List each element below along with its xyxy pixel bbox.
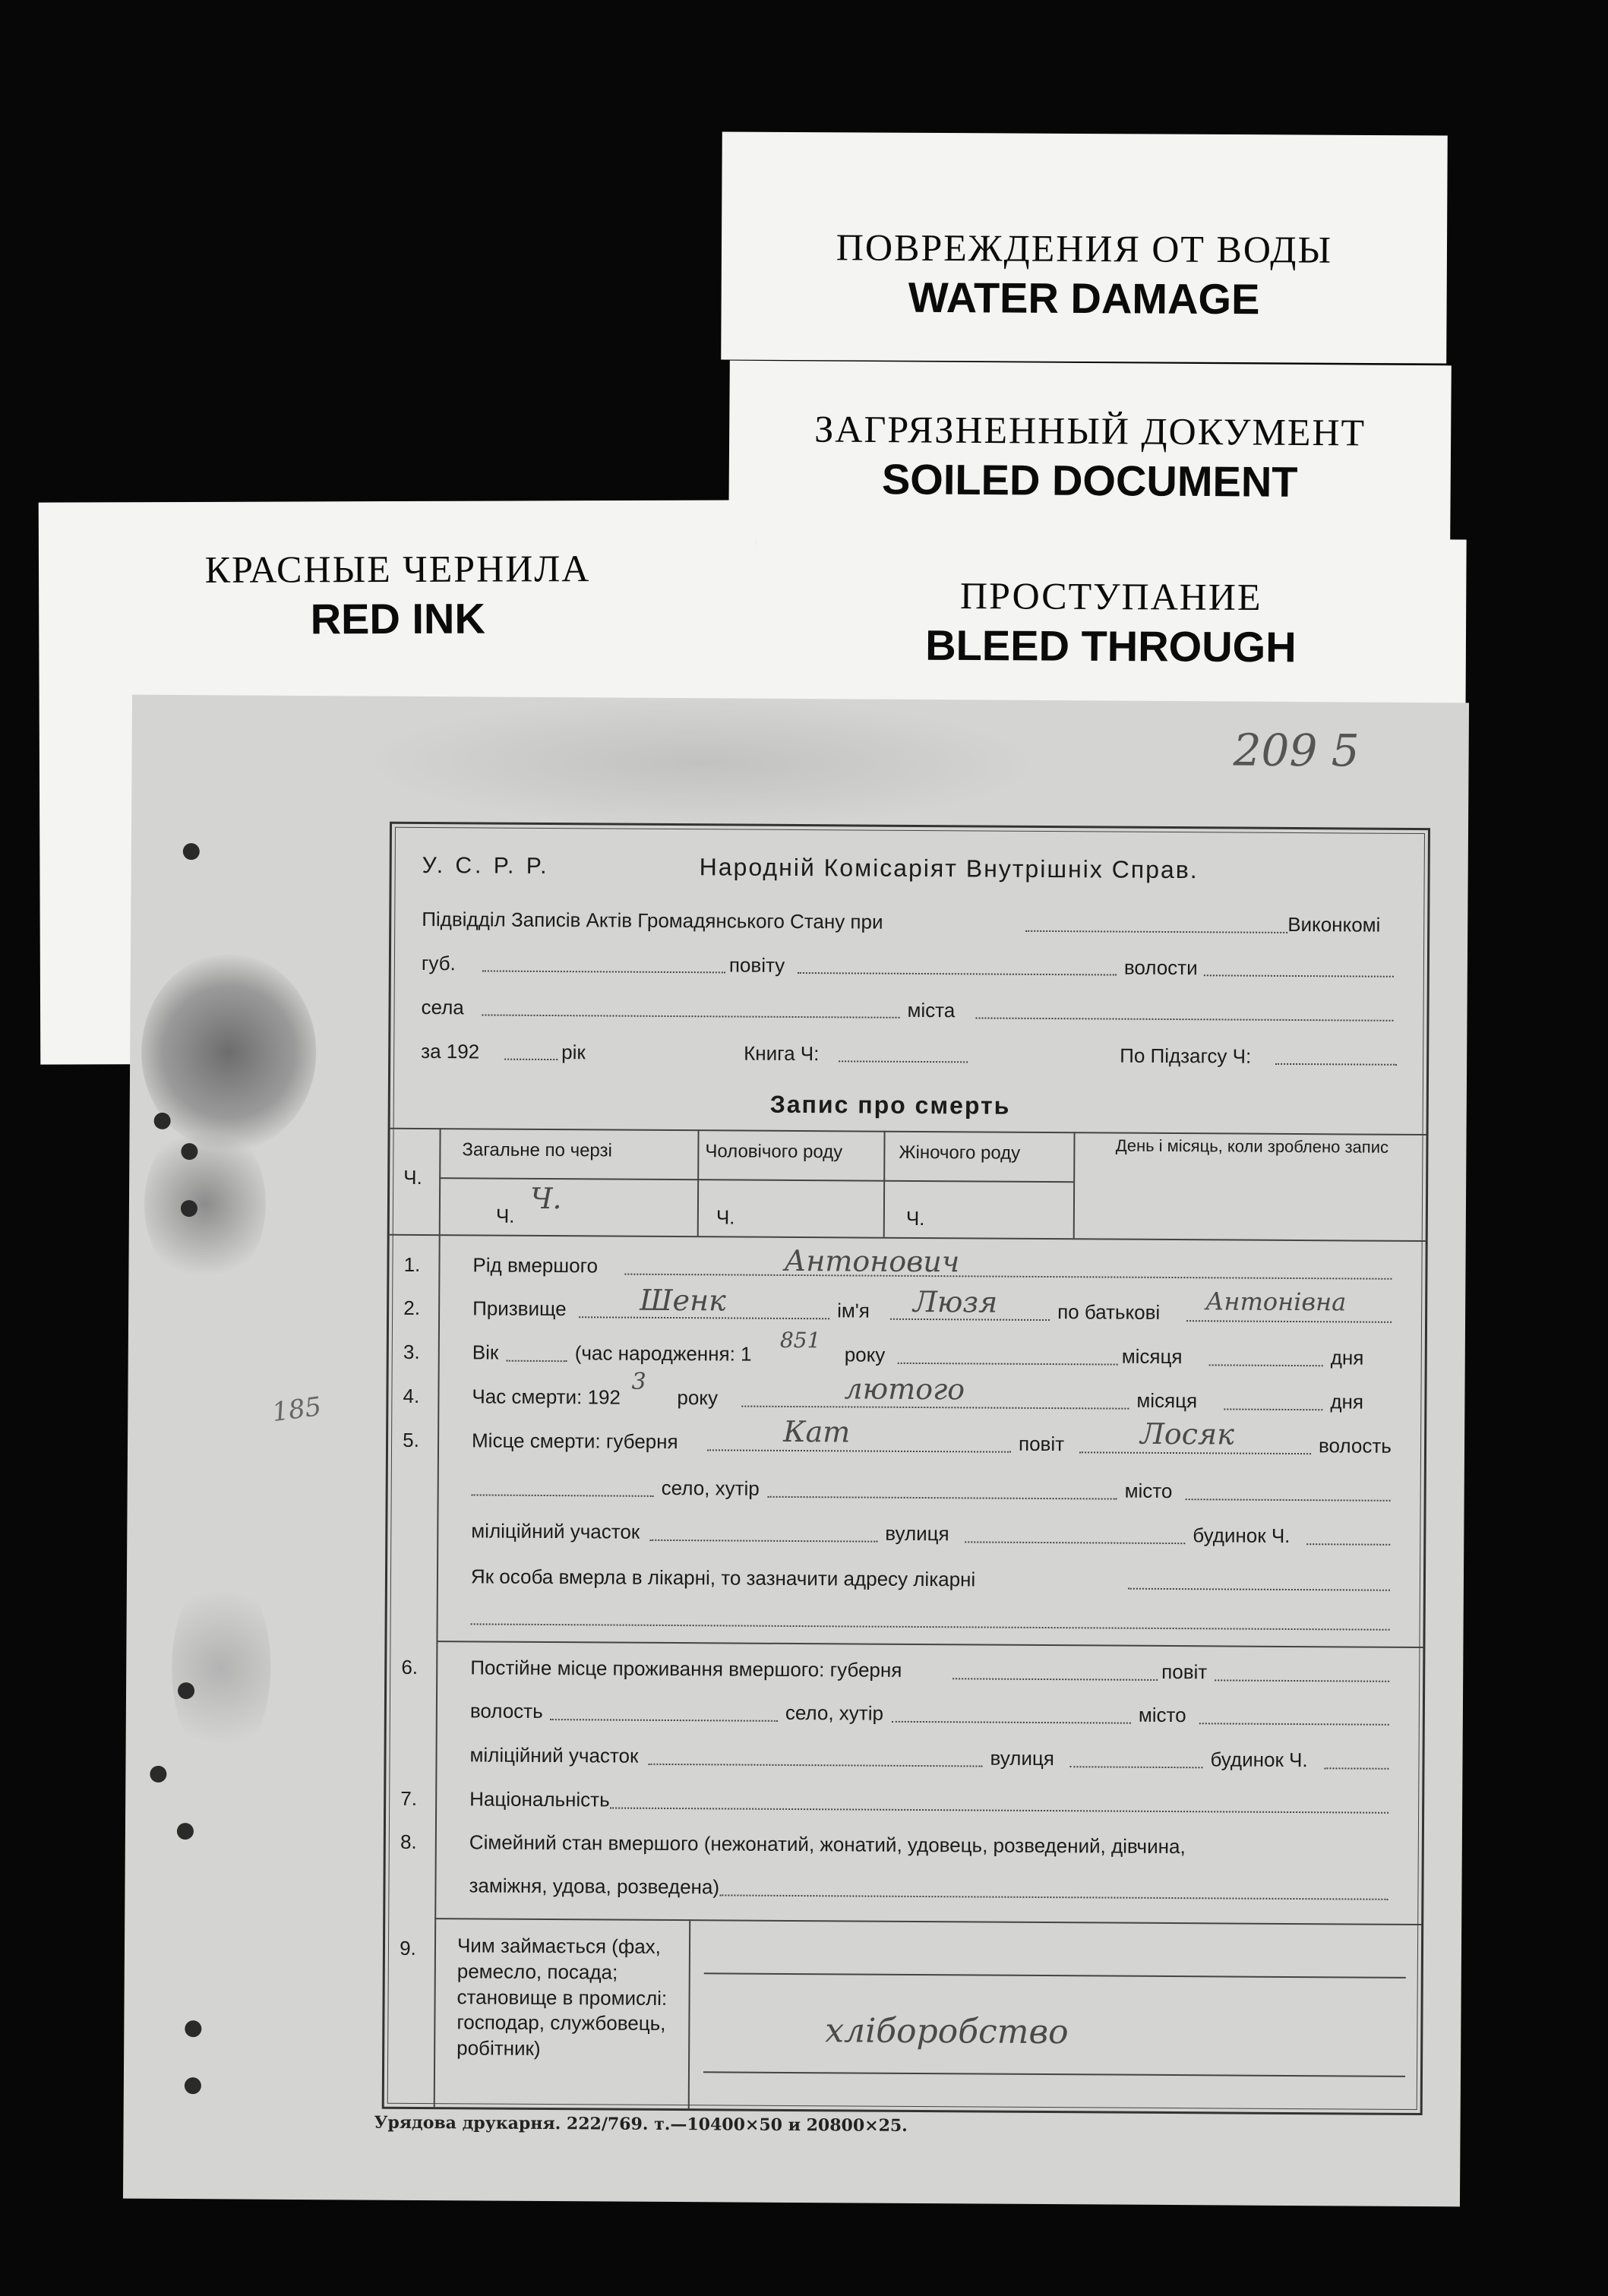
province-label: губ. bbox=[421, 951, 456, 975]
item-number: 2. bbox=[403, 1296, 421, 1319]
death-place-label: Місце смерти: губерня bbox=[471, 1429, 678, 1454]
day-label-4: дня bbox=[1330, 1390, 1364, 1413]
red-ink-ru: КРАСНЫЕ ЧЕРНИЛА bbox=[204, 547, 591, 591]
table-ch-header: Ч. bbox=[403, 1165, 422, 1189]
village-hamlet-label-6: село, хутір bbox=[785, 1701, 884, 1725]
bleed-through-en: BLEED THROUGH bbox=[925, 621, 1297, 671]
nationality-label: Національність bbox=[469, 1787, 610, 1811]
margin-note: 185 bbox=[270, 1391, 324, 1429]
marital-status-label: Сімейний стан вмершого (нежонатий, жонатий, удовець, розведений, дівчина, bbox=[469, 1830, 1186, 1859]
birth-time-label: (час народження: 1 bbox=[574, 1341, 752, 1366]
item-origin-label: Рід вмершого bbox=[472, 1253, 599, 1277]
name-label: ім'я bbox=[837, 1299, 870, 1322]
item-number: 8. bbox=[400, 1830, 417, 1853]
volost-label-6: волость bbox=[469, 1699, 543, 1723]
surname-label: Призвище bbox=[472, 1296, 567, 1321]
handwritten-name: Люзя bbox=[913, 1284, 998, 1319]
age-label: Вік bbox=[472, 1341, 499, 1364]
water-damage-ru: ПОВРЕЖДЕНИЯ ОТ ВОДЫ bbox=[836, 226, 1333, 271]
year-suffix-label: рік bbox=[561, 1041, 586, 1064]
table-male-header: Чоловічого роду bbox=[705, 1141, 843, 1163]
handwritten-death-year: 3 bbox=[631, 1368, 646, 1395]
binding-hole bbox=[154, 1113, 171, 1129]
executive-committee-label: Виконкомі bbox=[1287, 912, 1381, 936]
binding-hole bbox=[183, 843, 200, 860]
water-damage-tag bbox=[721, 132, 1448, 364]
house-number-label-6: будинок Ч. bbox=[1210, 1748, 1308, 1772]
handwritten-death-month: лютого bbox=[844, 1372, 965, 1407]
village-label: села bbox=[421, 995, 464, 1019]
handwritten-surname: Шенк bbox=[640, 1283, 726, 1318]
volost-label: волости bbox=[1123, 955, 1198, 980]
volost-label-5: волость bbox=[1318, 1434, 1392, 1458]
header-commissariat: Народній Комісаріят Внутрішніх Справ. bbox=[699, 853, 1199, 884]
street-label-6: вулиця bbox=[990, 1746, 1054, 1770]
table-cell-ch: Ч. bbox=[716, 1205, 735, 1229]
day-label-3: дня bbox=[1330, 1346, 1364, 1369]
header-ussr: У. С. Р. Р. bbox=[422, 852, 550, 880]
binding-hole bbox=[177, 1823, 194, 1840]
binding-hole bbox=[178, 1682, 194, 1699]
item-number: 9. bbox=[400, 1936, 416, 1960]
house-number-label-5: будинок Ч. bbox=[1193, 1524, 1291, 1547]
town-label: міста bbox=[907, 998, 956, 1022]
month-label-4: місяця bbox=[1136, 1388, 1198, 1413]
town-label-5: місто bbox=[1124, 1479, 1173, 1503]
soiled-document-ru: ЗАГРЯЗНЕННЫЙ ДОКУМЕНТ bbox=[814, 407, 1366, 454]
police-district-label-6: міліційний участок bbox=[469, 1743, 639, 1767]
subzags-number-label: По Підзагсу Ч: bbox=[1120, 1044, 1252, 1068]
printer-imprint: Урядова друкарня. 222/769. т.—10400×50 и 20800×25. bbox=[374, 2112, 908, 2136]
residence-label: Постійне місце проживання вмершого: губерня bbox=[470, 1656, 902, 1682]
water-damage-en: WATER DAMAGE bbox=[908, 273, 1260, 324]
binding-hole bbox=[181, 1143, 197, 1160]
red-ink-en: RED INK bbox=[310, 594, 485, 643]
item-number: 4. bbox=[403, 1384, 420, 1407]
handwritten-death-district: Лосяк bbox=[1140, 1416, 1235, 1451]
field-line bbox=[504, 1059, 558, 1060]
town-label-6: місто bbox=[1138, 1703, 1186, 1727]
year-label: за 192 bbox=[421, 1039, 480, 1063]
district-label-6: повіт bbox=[1161, 1660, 1208, 1684]
table-general-header: Загальне по черзі bbox=[462, 1139, 612, 1161]
occupation-label: Чим займається (фах, ремесло, посада; становище в промислі: господар, службовець, робітник) bbox=[456, 1934, 668, 2061]
soiled-document-en: SOILED DOCUMENT bbox=[881, 455, 1298, 506]
district-label: повіту bbox=[728, 953, 785, 977]
handwritten-patronymic: Антонович bbox=[784, 1243, 960, 1279]
year-label-4: року bbox=[677, 1386, 719, 1410]
table-cell-ch: Ч. bbox=[905, 1206, 925, 1230]
year-label-3: року bbox=[844, 1343, 886, 1366]
table-cell-ch: Ч. bbox=[495, 1204, 515, 1227]
water-stain bbox=[359, 696, 1044, 829]
handwritten-occupation: хліборобство bbox=[825, 2011, 1069, 2052]
table-date-header: День і місяць, коли зроблено запис bbox=[1115, 1135, 1389, 1157]
record-title: Запис про смерть bbox=[769, 1090, 1011, 1120]
street-label-5: вулиця bbox=[885, 1521, 949, 1546]
table-female-header: Жіночого роду bbox=[899, 1142, 1021, 1164]
soiled-document-tag bbox=[728, 361, 1452, 545]
village-hamlet-label-5: село, хутір bbox=[661, 1476, 760, 1500]
binding-hole bbox=[185, 2077, 201, 2094]
water-stain bbox=[171, 1568, 271, 1767]
binding-hole bbox=[185, 2020, 201, 2037]
handwritten-patronymic-2: Антонівна bbox=[1205, 1287, 1347, 1317]
archive-number: 209 5 bbox=[1233, 724, 1360, 777]
binding-hole bbox=[150, 1766, 166, 1783]
death-record-sheet bbox=[123, 695, 1469, 2207]
book-number-label: Книга Ч: bbox=[744, 1041, 820, 1066]
handwritten-entry-number: Ч. bbox=[529, 1181, 562, 1216]
handwritten-birth-year: 851 bbox=[779, 1327, 821, 1353]
district-label-5: повіт bbox=[1018, 1432, 1065, 1456]
subdivision-label: Підвідділ Записів Актів Громадянського Стану при bbox=[422, 907, 883, 933]
item-number: 6. bbox=[401, 1655, 419, 1679]
police-district-label-5: міліційний участок bbox=[471, 1519, 640, 1543]
marital-status-label-2: заміжня, удова, розведена) bbox=[469, 1874, 720, 1899]
handwritten-death-province: Кат bbox=[783, 1414, 851, 1449]
hospital-address-label: Як особа вмерла в лікарні, то зазначити адресу лікарні bbox=[470, 1565, 976, 1591]
item-number: 7. bbox=[400, 1786, 418, 1810]
month-label-3: місяця bbox=[1121, 1344, 1183, 1369]
item-number: 5. bbox=[403, 1428, 420, 1451]
bleed-through-ru: ПРОСТУПАНИЕ bbox=[959, 573, 1262, 619]
binding-hole bbox=[181, 1200, 197, 1217]
death-record-form bbox=[382, 822, 1430, 2115]
death-time-label: Час смерти: 192 bbox=[472, 1385, 621, 1409]
water-stain bbox=[144, 1120, 266, 1288]
patronymic-label: по батькові bbox=[1057, 1300, 1161, 1324]
item-number: 3. bbox=[403, 1340, 420, 1363]
item-number: 1. bbox=[403, 1252, 421, 1276]
